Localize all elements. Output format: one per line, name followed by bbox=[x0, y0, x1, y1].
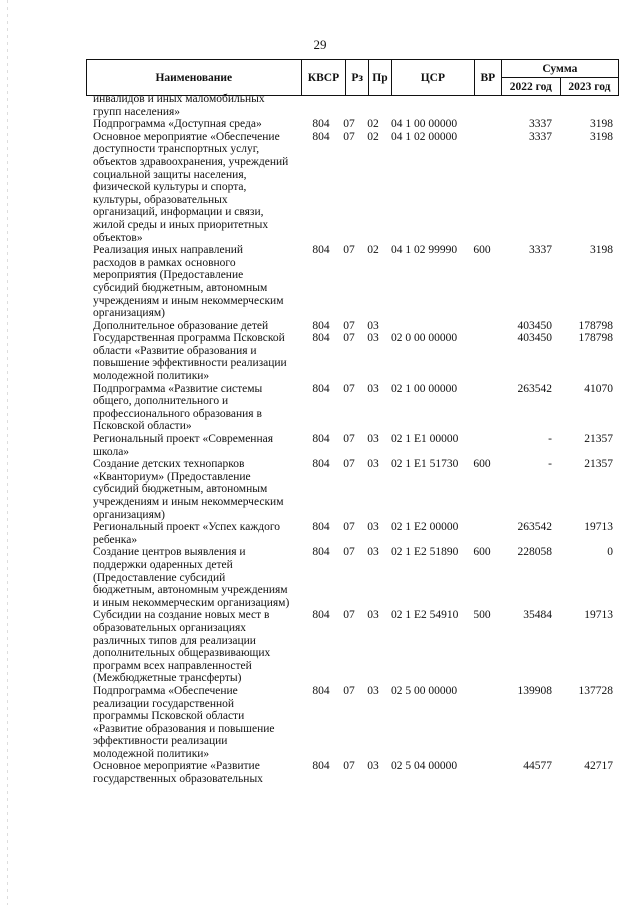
table-row bbox=[0, 118, 640, 131]
header-name: Наименование bbox=[87, 60, 302, 96]
cell-s23: 137728 bbox=[578, 684, 613, 697]
row-name: Реализация иных направлений расходов в рамках основного мероприятия (Предоставление субсидий бюджетным, автономным учреждениям и иным некоммерческим организациям) bbox=[93, 244, 284, 320]
row-name: Субсидии на создание новых мест в образовательных организациях различных типов для реализации дополнительных общеразвивающих программ всех направленностей (Межбюджетные трансферты) bbox=[93, 609, 271, 685]
cell-csr: 02 5 04 00000 bbox=[391, 760, 458, 773]
cell-s23: 3198 bbox=[590, 244, 613, 257]
cell-s22: 44577 bbox=[523, 760, 552, 773]
cell-s22: 228058 bbox=[517, 546, 552, 559]
table-header bbox=[86, 59, 619, 96]
cell-rz: 07 bbox=[343, 319, 355, 332]
row-name: Государственная программа Псковской области «Развитие образования и повышение эффективности реализации молодежной политики» bbox=[93, 332, 287, 383]
cell-pr: 03 bbox=[367, 760, 379, 773]
table-row bbox=[0, 244, 640, 320]
cell-s23: 19713 bbox=[584, 521, 613, 534]
cell-pr: 03 bbox=[367, 433, 379, 446]
cell-csr: 04 1 02 99990 bbox=[391, 244, 458, 257]
cell-pr: 02 bbox=[367, 244, 379, 257]
cell-rz: 07 bbox=[343, 458, 355, 471]
cell-s23: 21357 bbox=[584, 458, 613, 471]
table-row bbox=[0, 332, 640, 382]
cell-s23: 3198 bbox=[590, 130, 613, 143]
cell-pr: 03 bbox=[367, 332, 379, 345]
table-row bbox=[0, 521, 640, 546]
cell-rz: 07 bbox=[343, 521, 355, 534]
cell-s23: 0 bbox=[607, 546, 613, 559]
row-name: Подпрограмма «Доступная среда» bbox=[93, 118, 262, 131]
cell-pr: 03 bbox=[367, 458, 379, 471]
cell-pr: 02 bbox=[367, 118, 379, 131]
cell-csr: 04 1 02 00000 bbox=[391, 130, 458, 143]
cell-csr: 02 5 00 00000 bbox=[391, 684, 458, 697]
cell-s22: 3337 bbox=[529, 118, 552, 131]
row-name: Региональный проект «Успех каждого ребенка» bbox=[93, 521, 281, 546]
cell-kvsr: 804 bbox=[312, 244, 330, 257]
cell-csr: 02 1 E1 51730 bbox=[391, 458, 459, 471]
cell-rz: 07 bbox=[343, 609, 355, 622]
cell-rz: 07 bbox=[343, 684, 355, 697]
table-row bbox=[0, 320, 640, 333]
header-csr: ЦСР bbox=[391, 60, 474, 96]
cell-pr: 03 bbox=[367, 609, 379, 622]
header-2022: 2022 год bbox=[501, 78, 560, 96]
cell-vr: 600 bbox=[473, 244, 491, 257]
header-2023: 2023 год bbox=[560, 78, 618, 96]
cell-s23: 19713 bbox=[584, 609, 613, 622]
cell-pr: 03 bbox=[367, 319, 379, 332]
cell-kvsr: 804 bbox=[312, 684, 330, 697]
cell-csr: 04 1 00 00000 bbox=[391, 118, 458, 131]
cell-csr: 02 1 E2 00000 bbox=[391, 521, 459, 534]
row-name: Основное мероприятие «Развитие государственных образовательных bbox=[93, 760, 263, 786]
table-row bbox=[0, 433, 640, 458]
cell-pr: 02 bbox=[367, 130, 379, 143]
cell-s23: 178798 bbox=[578, 332, 613, 345]
row-name: Подпрограмма «Развитие системы общего, дополнительного и профессионального образования в Псковской области» bbox=[93, 382, 263, 433]
cell-s22: 403450 bbox=[517, 319, 552, 332]
cell-rz: 07 bbox=[343, 332, 355, 345]
cell-csr: 02 1 E1 00000 bbox=[391, 433, 459, 446]
cell-rz: 07 bbox=[343, 244, 355, 257]
cell-pr: 03 bbox=[367, 521, 379, 534]
cell-kvsr: 804 bbox=[312, 760, 330, 773]
cell-csr: 02 1 E2 54910 bbox=[391, 609, 459, 622]
header-pr: Пр bbox=[369, 60, 392, 96]
page-number: 29 bbox=[313, 37, 327, 52]
header-vr: ВР bbox=[474, 60, 501, 96]
cell-kvsr: 804 bbox=[312, 130, 330, 143]
table-row bbox=[0, 609, 640, 685]
table-row bbox=[0, 131, 640, 244]
cell-rz: 07 bbox=[343, 546, 355, 559]
cell-pr: 03 bbox=[367, 546, 379, 559]
cell-rz: 07 bbox=[343, 433, 355, 446]
row-name: Подпрограмма «Обеспечение реализации государственной программы Псковской области «Развитие образования и повышение эффективности реализации молодежной политики» bbox=[93, 684, 275, 760]
cell-s22: 3337 bbox=[529, 130, 552, 143]
cell-s23: 42717 bbox=[584, 760, 613, 773]
cell-vr: 600 bbox=[473, 458, 491, 471]
cell-kvsr: 804 bbox=[312, 521, 330, 534]
row-name: Дополнительное образование детей bbox=[93, 319, 269, 332]
cell-csr: 02 1 00 00000 bbox=[391, 382, 458, 395]
cell-s22: 3337 bbox=[529, 244, 552, 257]
header-kvsr: КВСР bbox=[301, 60, 346, 96]
cell-s22: 35484 bbox=[523, 609, 552, 622]
cell-s23: 21357 bbox=[584, 433, 613, 446]
cell-s23: 3198 bbox=[590, 118, 613, 131]
header-sum: Сумма bbox=[501, 60, 618, 78]
cell-csr: 02 1 E2 51890 bbox=[391, 546, 459, 559]
row-name: инвалидов и иных маломобильных групп населения» bbox=[93, 93, 265, 118]
cell-pr: 03 bbox=[367, 684, 379, 697]
cell-rz: 07 bbox=[343, 130, 355, 143]
cell-kvsr: 804 bbox=[312, 609, 330, 622]
table-row bbox=[0, 383, 640, 433]
cell-s23: 178798 bbox=[578, 319, 613, 332]
row-name: Создание центров выявления и поддержки одаренных детей (Предоставление субсидий бюджетным, автономным учреждениям и иным некоммерческим организациям) bbox=[93, 546, 290, 609]
cell-kvsr: 804 bbox=[312, 458, 330, 471]
cell-s23: 41070 bbox=[584, 382, 613, 395]
table-row bbox=[0, 93, 640, 118]
cell-s22: 403450 bbox=[517, 332, 552, 345]
cell-pr: 03 bbox=[367, 382, 379, 395]
cell-vr: 600 bbox=[473, 546, 491, 559]
cell-kvsr: 804 bbox=[312, 332, 330, 345]
cell-kvsr: 804 bbox=[312, 118, 330, 131]
table-row bbox=[0, 760, 640, 785]
cell-kvsr: 804 bbox=[312, 382, 330, 395]
row-name: Основное мероприятие «Обеспечение доступности транспортных услуг, объектов здравоохранения, учреждений социальной защиты населения, физической культуры и спорта, культуры, образовательных организаций, информации и связи, жилой среды и иных приоритетных объектов» bbox=[93, 130, 289, 244]
cell-s22: 263542 bbox=[517, 382, 552, 395]
cell-s22: - bbox=[548, 458, 552, 471]
cell-csr: 02 0 00 00000 bbox=[391, 332, 458, 345]
cell-s22: - bbox=[548, 433, 552, 446]
cell-kvsr: 804 bbox=[312, 319, 330, 332]
row-name: Создание детских технопарков «Кванториум» (Предоставление субсидий бюджетным, автономным учреждениям и иным некоммерческим организациям) bbox=[93, 458, 284, 521]
cell-kvsr: 804 bbox=[312, 433, 330, 446]
cell-rz: 07 bbox=[343, 760, 355, 773]
row-name: Региональный проект «Современная школа» bbox=[93, 433, 273, 458]
cell-rz: 07 bbox=[343, 382, 355, 395]
cell-s22: 263542 bbox=[517, 521, 552, 534]
cell-s22: 139908 bbox=[517, 684, 552, 697]
cell-rz: 07 bbox=[343, 118, 355, 131]
cell-vr: 500 bbox=[473, 609, 491, 622]
table-row bbox=[0, 685, 640, 761]
table-body bbox=[0, 93, 640, 786]
cell-kvsr: 804 bbox=[312, 546, 330, 559]
header-rz: Рз bbox=[346, 60, 369, 96]
table-row bbox=[0, 546, 640, 609]
table-row bbox=[0, 458, 640, 521]
